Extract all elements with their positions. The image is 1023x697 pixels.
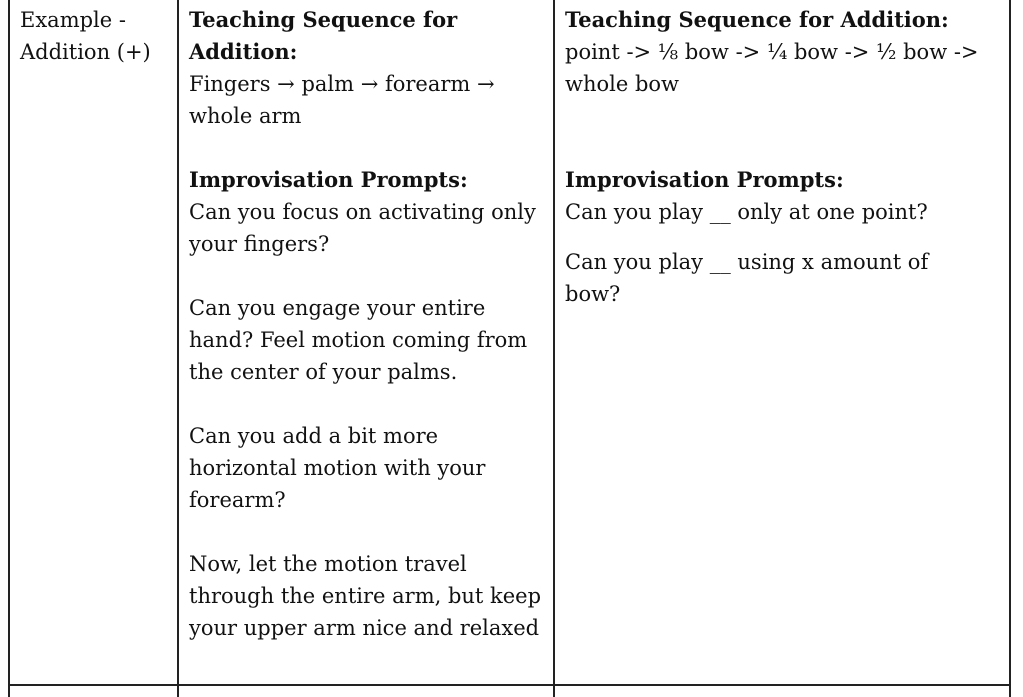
prompt-item: Can you play __ only at one point? [565,200,928,224]
prompt-item: Can you focus on activating only your fingers? [189,200,536,256]
prompt-item: Now, let the motion travel through the entire arm, but keep your upper arm nice and relaxed [189,552,542,640]
prompt-item: Can you add a bit more horizontal motion with your forearm? [189,424,486,512]
example-label-cell [10,0,179,684]
bow-technique-cell [555,0,1009,684]
sequence-heading: Teaching Sequence for Addition: [189,7,458,64]
prompt-item: Can you engage your entire hand? Feel motion coming from the center of your palms. [189,296,528,384]
sequence-text: Fingers → palm → forearm → whole arm [189,72,495,128]
hand-technique-cell [179,0,555,684]
prompts-heading: Improvisation Prompts: [565,167,844,192]
lesson-table [8,0,1011,697]
prompts-heading: Improvisation Prompts: [189,167,468,192]
sequence-heading: Teaching Sequence for Addition: [565,7,949,32]
prompt-item: Can you play __ using x amount of bow? [565,250,929,306]
sequence-text: point -> ⅛ bow -> ¼ bow -> ½ bow -> whole bow [565,40,979,96]
table-row [10,0,1009,686]
table-row-next [10,686,1009,697]
example-label: Example - Addition (+) [20,8,151,64]
